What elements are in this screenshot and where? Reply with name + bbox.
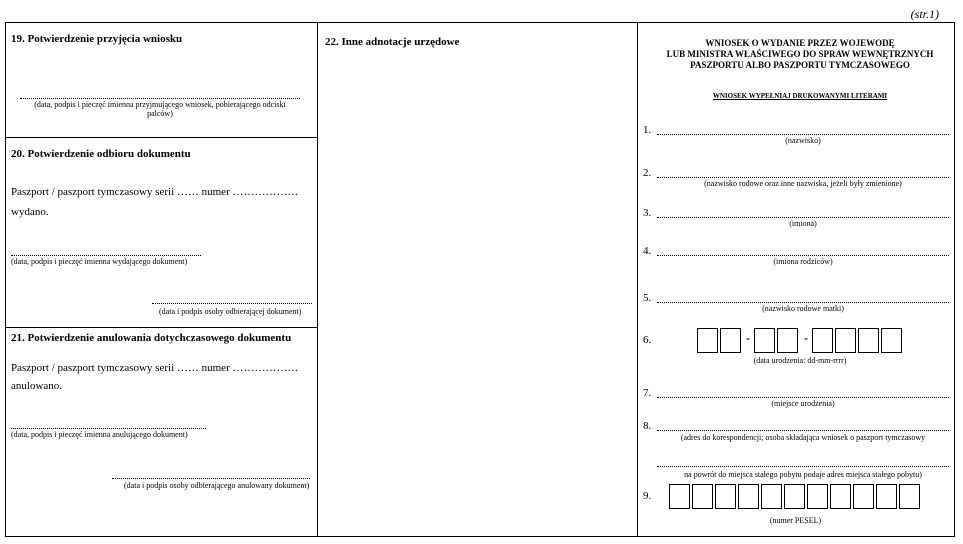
signature-line-issuer[interactable] (11, 255, 201, 256)
pesel-box-7[interactable] (807, 484, 828, 509)
date-separator: - (746, 331, 750, 345)
field-8-caption-cont: na powrót do miejsca stałego pobytu podaje adres miejsca stałego pobytu) (684, 470, 922, 479)
field-4-caption: (imiona rodziców) (773, 257, 833, 266)
parents-names-input[interactable] (657, 255, 949, 256)
field-6-caption: (data urodzenia: dd-mm-rrrr) (753, 356, 847, 365)
field-8-number: 8. (643, 420, 652, 432)
form-title (640, 38, 960, 71)
pesel-box-1[interactable] (669, 484, 690, 509)
pesel-box-4[interactable] (738, 484, 759, 509)
field-5-caption: (nazwisko rodowe matki) (762, 304, 844, 313)
field-7-caption: (miejsce urodzenia) (771, 399, 835, 408)
section-20-title: 20. Potwierdzenie odbioru dokumentu (11, 148, 191, 160)
signature-caption-receiver: (data i podpis osoby odbierającej dokument) (159, 307, 302, 316)
divider-19-20 (6, 137, 317, 138)
pesel-box-2[interactable] (692, 484, 713, 509)
first-names-input[interactable] (657, 217, 949, 218)
cancelled-label: anulowano. (11, 380, 63, 392)
birth-year-box-4[interactable] (881, 328, 902, 353)
surname-input[interactable] (657, 134, 949, 135)
passport-series-number-line-cancel[interactable]: Paszport / paszport tymczasowy serii …… numer ……………… (11, 362, 299, 374)
page-number: (str.1) (910, 7, 939, 21)
form-title-line3: PASZPORTU ALBO PASZPORTU TYMCZASOWEGO (690, 60, 910, 70)
field-7-number: 7. (643, 387, 652, 399)
birth-day-box-1[interactable] (697, 328, 718, 353)
issued-label: wydano. (11, 206, 49, 218)
signature-line-receiver-cancel[interactable] (112, 478, 310, 479)
field-9-number: 9. (643, 490, 652, 502)
field-4-number: 4. (643, 245, 652, 257)
signature-caption-acceptor: (data, podpis i pieczęć imienna przyjmującego wniosek, pobierającego odciski (34, 100, 286, 109)
pesel-box-6[interactable] (784, 484, 805, 509)
field-2-number: 2. (643, 167, 652, 179)
form-title-line1: WNIOSEK O WYDANIE PRZEZ WOJEWODĘ (705, 38, 895, 48)
field-1-number: 1. (643, 124, 652, 136)
form-subtitle: WNIOSEK WYPEŁNIAJ DRUKOWANYMI LITERAMI (712, 92, 888, 100)
divider-left-middle (317, 23, 318, 536)
birth-year-box-2[interactable] (835, 328, 856, 353)
divider-middle-right (637, 23, 638, 536)
address-input-line2[interactable] (657, 466, 949, 467)
pesel-box-5[interactable] (761, 484, 782, 509)
pesel-box-10[interactable] (876, 484, 897, 509)
signature-line-acceptor[interactable] (20, 98, 300, 99)
field-2-caption: (nazwisko rodowe oraz inne nazwiska, jeżeli były zmienione) (704, 179, 902, 188)
divider-20-21 (6, 327, 317, 328)
maiden-name-input[interactable] (657, 177, 949, 178)
birth-day-box-2[interactable] (720, 328, 741, 353)
field-6-number: 6. (643, 334, 652, 346)
field-8-caption: (adres do korespondencji; osoba składająca wniosek o paszport tymczasowy (680, 433, 926, 442)
birth-month-box-1[interactable] (754, 328, 775, 353)
field-5-number: 5. (643, 292, 652, 304)
form-title-line2: LUB MINISTRA WŁAŚCIWEGO DO SPRAW WEWNĘTRZNYCH (666, 49, 934, 59)
field-3-number: 3. (643, 207, 652, 219)
birth-year-box-1[interactable] (812, 328, 833, 353)
date-separator: - (804, 331, 808, 345)
passport-series-number-line[interactable]: Paszport / paszport tymczasowy serii …… numer ……………… (11, 186, 299, 198)
pesel-box-11[interactable] (899, 484, 920, 509)
birth-year-box-3[interactable] (858, 328, 879, 353)
signature-caption-issuer: (data, podpis i pieczęć imienna wydającego dokument) (11, 257, 188, 266)
pesel-box-9[interactable] (853, 484, 874, 509)
field-1-caption: (nazwisko) (785, 136, 821, 145)
mother-maiden-name-input[interactable] (657, 302, 949, 303)
birth-month-box-2[interactable] (777, 328, 798, 353)
signature-caption-canceller: (data, podpis i pieczęć imienna anulującego dokument) (11, 430, 188, 439)
pesel-box-8[interactable] (830, 484, 851, 509)
section-22-title: 22. Inne adnotacje urzędowe (325, 36, 460, 48)
signature-caption-acceptor-cont: palców) (147, 109, 173, 118)
field-9-caption: (numer PESEL) (769, 516, 822, 525)
birth-place-input[interactable] (657, 397, 949, 398)
address-input[interactable] (657, 430, 949, 431)
signature-caption-receiver-cancel: (data i podpis osoby odbierającego anulowany dokument) (124, 481, 310, 490)
field-3-caption: (imiona) (789, 219, 817, 228)
signature-line-canceller[interactable] (11, 428, 206, 429)
signature-line-receiver[interactable] (152, 303, 312, 304)
pesel-box-3[interactable] (715, 484, 736, 509)
section-19-title: 19. Potwierdzenie przyjęcia wniosku (11, 33, 183, 45)
section-21-title: 21. Potwierdzenie anulowania dotychczasowego dokumentu (11, 332, 292, 344)
